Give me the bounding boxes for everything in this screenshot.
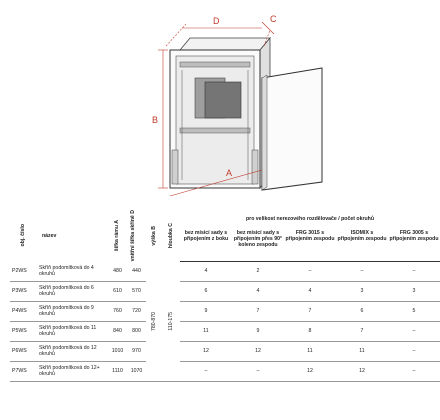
cabinet-door <box>262 68 322 190</box>
cell-c5: 3 <box>388 281 440 301</box>
cell-c3: 7 <box>284 301 336 321</box>
cell-height-merged: 780-870 <box>146 261 163 381</box>
table-row <box>10 321 440 341</box>
dimension-label-c: C <box>270 14 277 24</box>
dimension-label-d: D <box>213 16 220 26</box>
cell-c4: – <box>336 261 388 281</box>
cell-code: P4WS <box>10 301 36 321</box>
cell-c3: 4 <box>284 281 336 301</box>
cell-name: Skříň podomítková do 6 okruhů <box>36 281 108 301</box>
cell-c4: 11 <box>336 341 388 361</box>
cabinet-opening <box>176 56 254 184</box>
cabinet-drawing <box>0 0 440 205</box>
subheader-elbow: bez mísicí sady s připojením přes 90° koleno zespodu <box>232 228 284 261</box>
cell-name: Skříň podomítková do 9 okruhů <box>36 301 108 321</box>
cell-c2: 9 <box>232 321 284 341</box>
cabinet-illustration <box>0 0 440 205</box>
table-row <box>10 281 440 301</box>
cell-frame-width: 480 <box>108 261 127 281</box>
cell-c3: 11 <box>284 341 336 361</box>
cell-c4: 12 <box>336 361 388 381</box>
cell-c1: 11 <box>180 321 232 341</box>
cell-c1: 6 <box>180 281 232 301</box>
header-depth: hloubka C <box>168 223 175 249</box>
table-row <box>10 361 440 381</box>
cell-name: Skříň podomítková do 12 okruhů <box>36 341 108 361</box>
header-frame-width: šířka rámu A <box>114 220 121 252</box>
cell-c4: 6 <box>336 301 388 321</box>
cell-c5: – <box>388 261 440 281</box>
cell-name: Skříň podomítková do 11 okruhů <box>36 321 108 341</box>
subheader-frg3005: FRG 3005 s připojením zespodu <box>388 228 440 261</box>
cell-c5: 5 <box>388 301 440 321</box>
mounting-plate-right <box>205 82 241 118</box>
cell-inner-width: 800 <box>127 321 146 341</box>
table-row <box>10 301 440 321</box>
cell-code: P6WS <box>10 341 36 361</box>
cell-inner-width: 970 <box>127 341 146 361</box>
table-row <box>10 341 440 361</box>
dimension-label-a: A <box>226 168 233 178</box>
cell-c1: 4 <box>180 261 232 281</box>
cell-code: P2WS <box>10 261 36 281</box>
specification-table <box>10 210 440 382</box>
cell-c1: – <box>180 361 232 381</box>
cabinet-top-face <box>180 38 270 50</box>
cell-inner-width: 1070 <box>127 361 146 381</box>
cell-inner-width: 570 <box>127 281 146 301</box>
header-height: výška B <box>151 225 158 246</box>
cell-c5: – <box>388 341 440 361</box>
cell-frame-width: 840 <box>108 321 127 341</box>
header-inner-width: vnitřní šířka skříně D <box>129 210 136 262</box>
cell-c4: 3 <box>336 281 388 301</box>
cell-name: Skříň podomítková do 4 okruhů <box>36 261 108 281</box>
subheader-isomix: ISOMIX s připojením zespodu <box>336 228 388 261</box>
cell-depth-merged: 110-175 <box>163 261 180 381</box>
header-code: obj. číslo <box>19 224 26 247</box>
cell-c3: – <box>284 261 336 281</box>
cell-c2: 4 <box>232 281 284 301</box>
cell-code: P7WS <box>10 361 36 381</box>
cell-code: P5WS <box>10 321 36 341</box>
cell-name: Skříň podomítková do 12+ okruhů <box>36 361 108 381</box>
cell-inner-width: 440 <box>127 261 146 281</box>
cell-code: P3WS <box>10 281 36 301</box>
dimension-label-b: B <box>152 115 159 125</box>
cell-frame-width: 610 <box>108 281 127 301</box>
cell-c4: 7 <box>336 321 388 341</box>
cell-c3: 12 <box>284 361 336 381</box>
cell-frame-width: 760 <box>108 301 127 321</box>
cell-c1: 9 <box>180 301 232 321</box>
cell-c3: 8 <box>284 321 336 341</box>
cell-c2: 7 <box>232 301 284 321</box>
top-rail <box>180 62 250 67</box>
table-header-row <box>10 210 440 228</box>
cell-c2: 2 <box>232 261 284 281</box>
cell-c5: – <box>388 361 440 381</box>
cell-inner-width: 720 <box>127 301 146 321</box>
leg-right <box>252 150 258 184</box>
header-name: název <box>42 232 57 239</box>
cell-frame-width: 1010 <box>108 341 127 361</box>
cell-c2: – <box>232 361 284 381</box>
header-group: pro velikost nerezového rozdělovače / počet okruhů <box>246 215 374 222</box>
cell-c5: – <box>388 321 440 341</box>
cell-frame-width: 1110 <box>108 361 127 381</box>
bottom-rail <box>180 128 250 133</box>
cell-c1: 12 <box>180 341 232 361</box>
subheader-side: bez mísicí sady s připojením z boku <box>180 228 232 261</box>
cell-c2: 12 <box>232 341 284 361</box>
subheader-frg3015: FRG 3015 s připojením zespodu <box>284 228 336 261</box>
leg-left <box>172 150 178 184</box>
table-row <box>10 261 440 281</box>
